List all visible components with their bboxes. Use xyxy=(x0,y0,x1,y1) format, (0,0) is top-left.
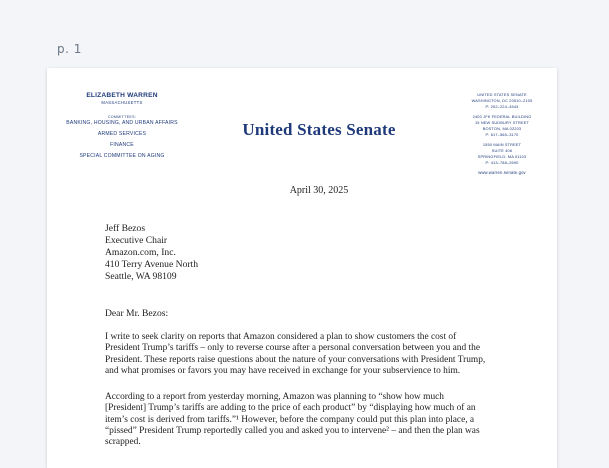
committees-label: COMMITTEES: xyxy=(107,115,137,119)
paragraph-line: According to a report from yesterday morning, Amazon was planning to “show how much xyxy=(105,392,444,402)
senate-title: United States Senate xyxy=(242,120,396,139)
paragraph-line: item’s cost is derived from tariffs.”¹ However, before the company could put this plan into place, a xyxy=(105,414,475,425)
committee-item: ARMED SERVICES xyxy=(97,131,147,137)
office-line: SUITE 406 xyxy=(491,148,513,153)
office-line: SPRINGFIELD, MA 01103 xyxy=(477,154,527,159)
office-line: UNITED STATES SENATE xyxy=(477,92,527,97)
office-washington xyxy=(447,92,557,110)
office-line: P: 617–565–3170 xyxy=(485,132,519,137)
paragraph-line: I write to seek clarity on reports that Amazon considered a plan to show customers the cost of xyxy=(105,332,457,342)
recipient-line: Jeff Bezos xyxy=(105,223,146,234)
recipient-line: Executive Chair xyxy=(105,235,168,246)
paragraph-line: and what promises or favors you may have received in exchange for your subservience to him. xyxy=(105,365,461,376)
office-line: P: 202–224–4543 xyxy=(485,104,519,109)
body-paragraph-1 xyxy=(105,332,545,377)
salutation: Dear Mr. Bezos: xyxy=(105,308,169,319)
paragraph-line: [President] Trump’s tariffs are adding to the price of each product” by “displaying how much of an xyxy=(105,403,476,414)
recipient-line: Amazon.com, Inc. xyxy=(105,247,176,258)
paragraph-line: President. These reports raise questions about the nature of your conversations with President Trump, xyxy=(105,354,486,365)
senator-state: MASSACHUSETTS xyxy=(101,100,143,105)
office-line: P: 413–788–2690 xyxy=(485,160,519,165)
paragraph-line: scrapped. xyxy=(105,437,141,448)
office-boston xyxy=(447,114,557,138)
body-paragraph-2 xyxy=(105,392,545,448)
recipient-address xyxy=(105,223,198,283)
committee-item: FINANCE xyxy=(110,142,134,148)
letter-page xyxy=(47,68,557,468)
committee-item: BANKING, HOUSING, AND URBAN AFFAIRS xyxy=(66,120,178,126)
office-line: 1550 MAIN STREET xyxy=(482,142,522,147)
letterhead-left xyxy=(47,92,197,159)
website-link[interactable]: www.warren.senate.gov xyxy=(478,170,526,175)
office-line: BOSTON, MA 02203 xyxy=(482,126,522,131)
recipient-line: 410 Terry Avenue North xyxy=(105,259,199,270)
office-line: WASHINGTON, DC 20510–2105 xyxy=(471,98,533,103)
office-line: 2400 JFK FEDERAL BUILDING xyxy=(472,114,532,119)
letter-date: April 30, 2025 xyxy=(289,185,349,196)
paragraph-line: “pissed” President Trump reportedly called you and asked you to intervene² – and then the plan was xyxy=(105,425,480,436)
office-springfield xyxy=(447,142,557,166)
office-line: 15 NEW SUDBURY STREET xyxy=(474,120,530,125)
paragraph-line: President Trump’s tariffs – only to reverse course after a personal conversation between you and the xyxy=(105,343,480,354)
senator-name: ELIZABETH WARREN xyxy=(86,92,158,99)
committee-item: SPECIAL COMMITTEE ON AGING xyxy=(79,153,165,159)
recipient-line: Seattle, WA 98109 xyxy=(105,271,177,282)
page-number-label: p. 1 xyxy=(57,42,82,56)
letterhead-offices xyxy=(447,92,557,176)
